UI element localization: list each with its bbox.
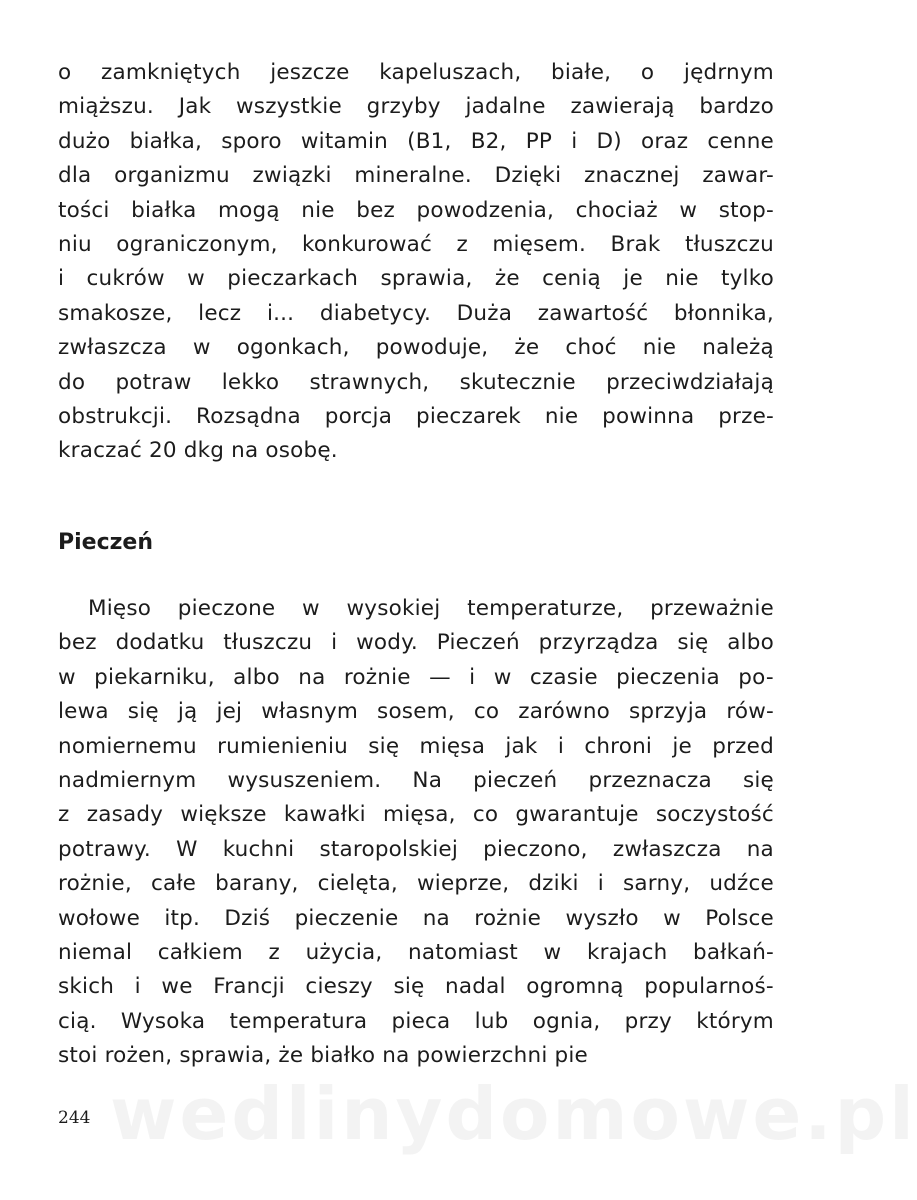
text-line: kraczać 20 dkg na osobę. [58, 438, 338, 464]
text-line: i cukrów w pieczarkach sprawia, że cenią je nie tylko [58, 266, 774, 292]
text-line: Mięso pieczone w wysokiej temperaturze, przeważnie [88, 596, 774, 621]
text-line: cią. Wysoka temperatura pieca lub ognia, przy którym [58, 1008, 774, 1034]
text-line: z zasady większe kawałki mięsa, co gwarantuje soczystość [58, 802, 774, 828]
page-number: 244 [58, 1108, 91, 1128]
text-line: nomiernemu rumienieniu się mięsa jak i chroni je przed [58, 733, 774, 759]
text-line: skich i we Francji cieszy się nadal ogromną popularnoś- [58, 974, 774, 1000]
text-line: smakosze, lecz i... diabetycy. Duża zawartość błonnika, [58, 300, 774, 326]
text-line: o zamkniętych jeszcze kapeluszach, białe, o jędrnym [58, 60, 774, 85]
text-line: stoi rożen, sprawia, że białko na powierzchni pie [58, 1043, 588, 1069]
text-line: obstrukcji. Rozsądna porcja pieczarek nie powinna prze- [58, 403, 774, 429]
text-line: dla organizmu związki mineralne. Dzięki znacznej zawar- [58, 163, 774, 189]
text-line: potrawy. W kuchni staropolskiej pieczono, zwłaszcza na [58, 836, 774, 862]
text-line: nadmiernym wysuszeniem. Na pieczeń przeznacza się [58, 767, 774, 793]
text-line: dużo białka, sporo witamin (B1, B2, PP i D) oraz cenne [58, 128, 774, 154]
text-line: miąższu. Jak wszystkie grzyby jadalne zawierają bardzo [58, 94, 774, 120]
text-line: tości białka mogą nie bez powodzenia, chociaż w stop- [58, 197, 774, 223]
text-line: w piekarniku, albo na rożnie — i w czasie pieczenia po- [58, 664, 774, 690]
text-line: wołowe itp. Dziś pieczenie na rożnie wyszło w Polsce [58, 905, 774, 931]
text-line: niu ograniczonym, konkurować z mięsem. Brak tłuszczu [58, 231, 774, 257]
paragraph-pieczarki [58, 56, 774, 469]
paragraph-pieczen [58, 592, 774, 1073]
text-line: lewa się ją jej własnym sosem, co zarówno sprzyja rów- [58, 699, 774, 725]
text-line: niemal całkiem z użycia, natomiast w krajach bałkań- [58, 939, 774, 965]
text-line: rożnie, całe barany, cielęta, wieprze, dziki i sarny, udźce [58, 871, 774, 897]
text-line: do potraw lekko strawnych, skutecznie przeciwdziałają [58, 369, 774, 395]
text-line: zwłaszcza w ogonkach, powoduje, że choć nie należą [58, 335, 774, 361]
text-line: bez dodatku tłuszczu i wody. Pieczeń przyrządza się albo [58, 630, 774, 656]
section-heading: Pieczeń [58, 530, 154, 555]
watermark: wedlinydomowe.pl [110, 1072, 917, 1156]
